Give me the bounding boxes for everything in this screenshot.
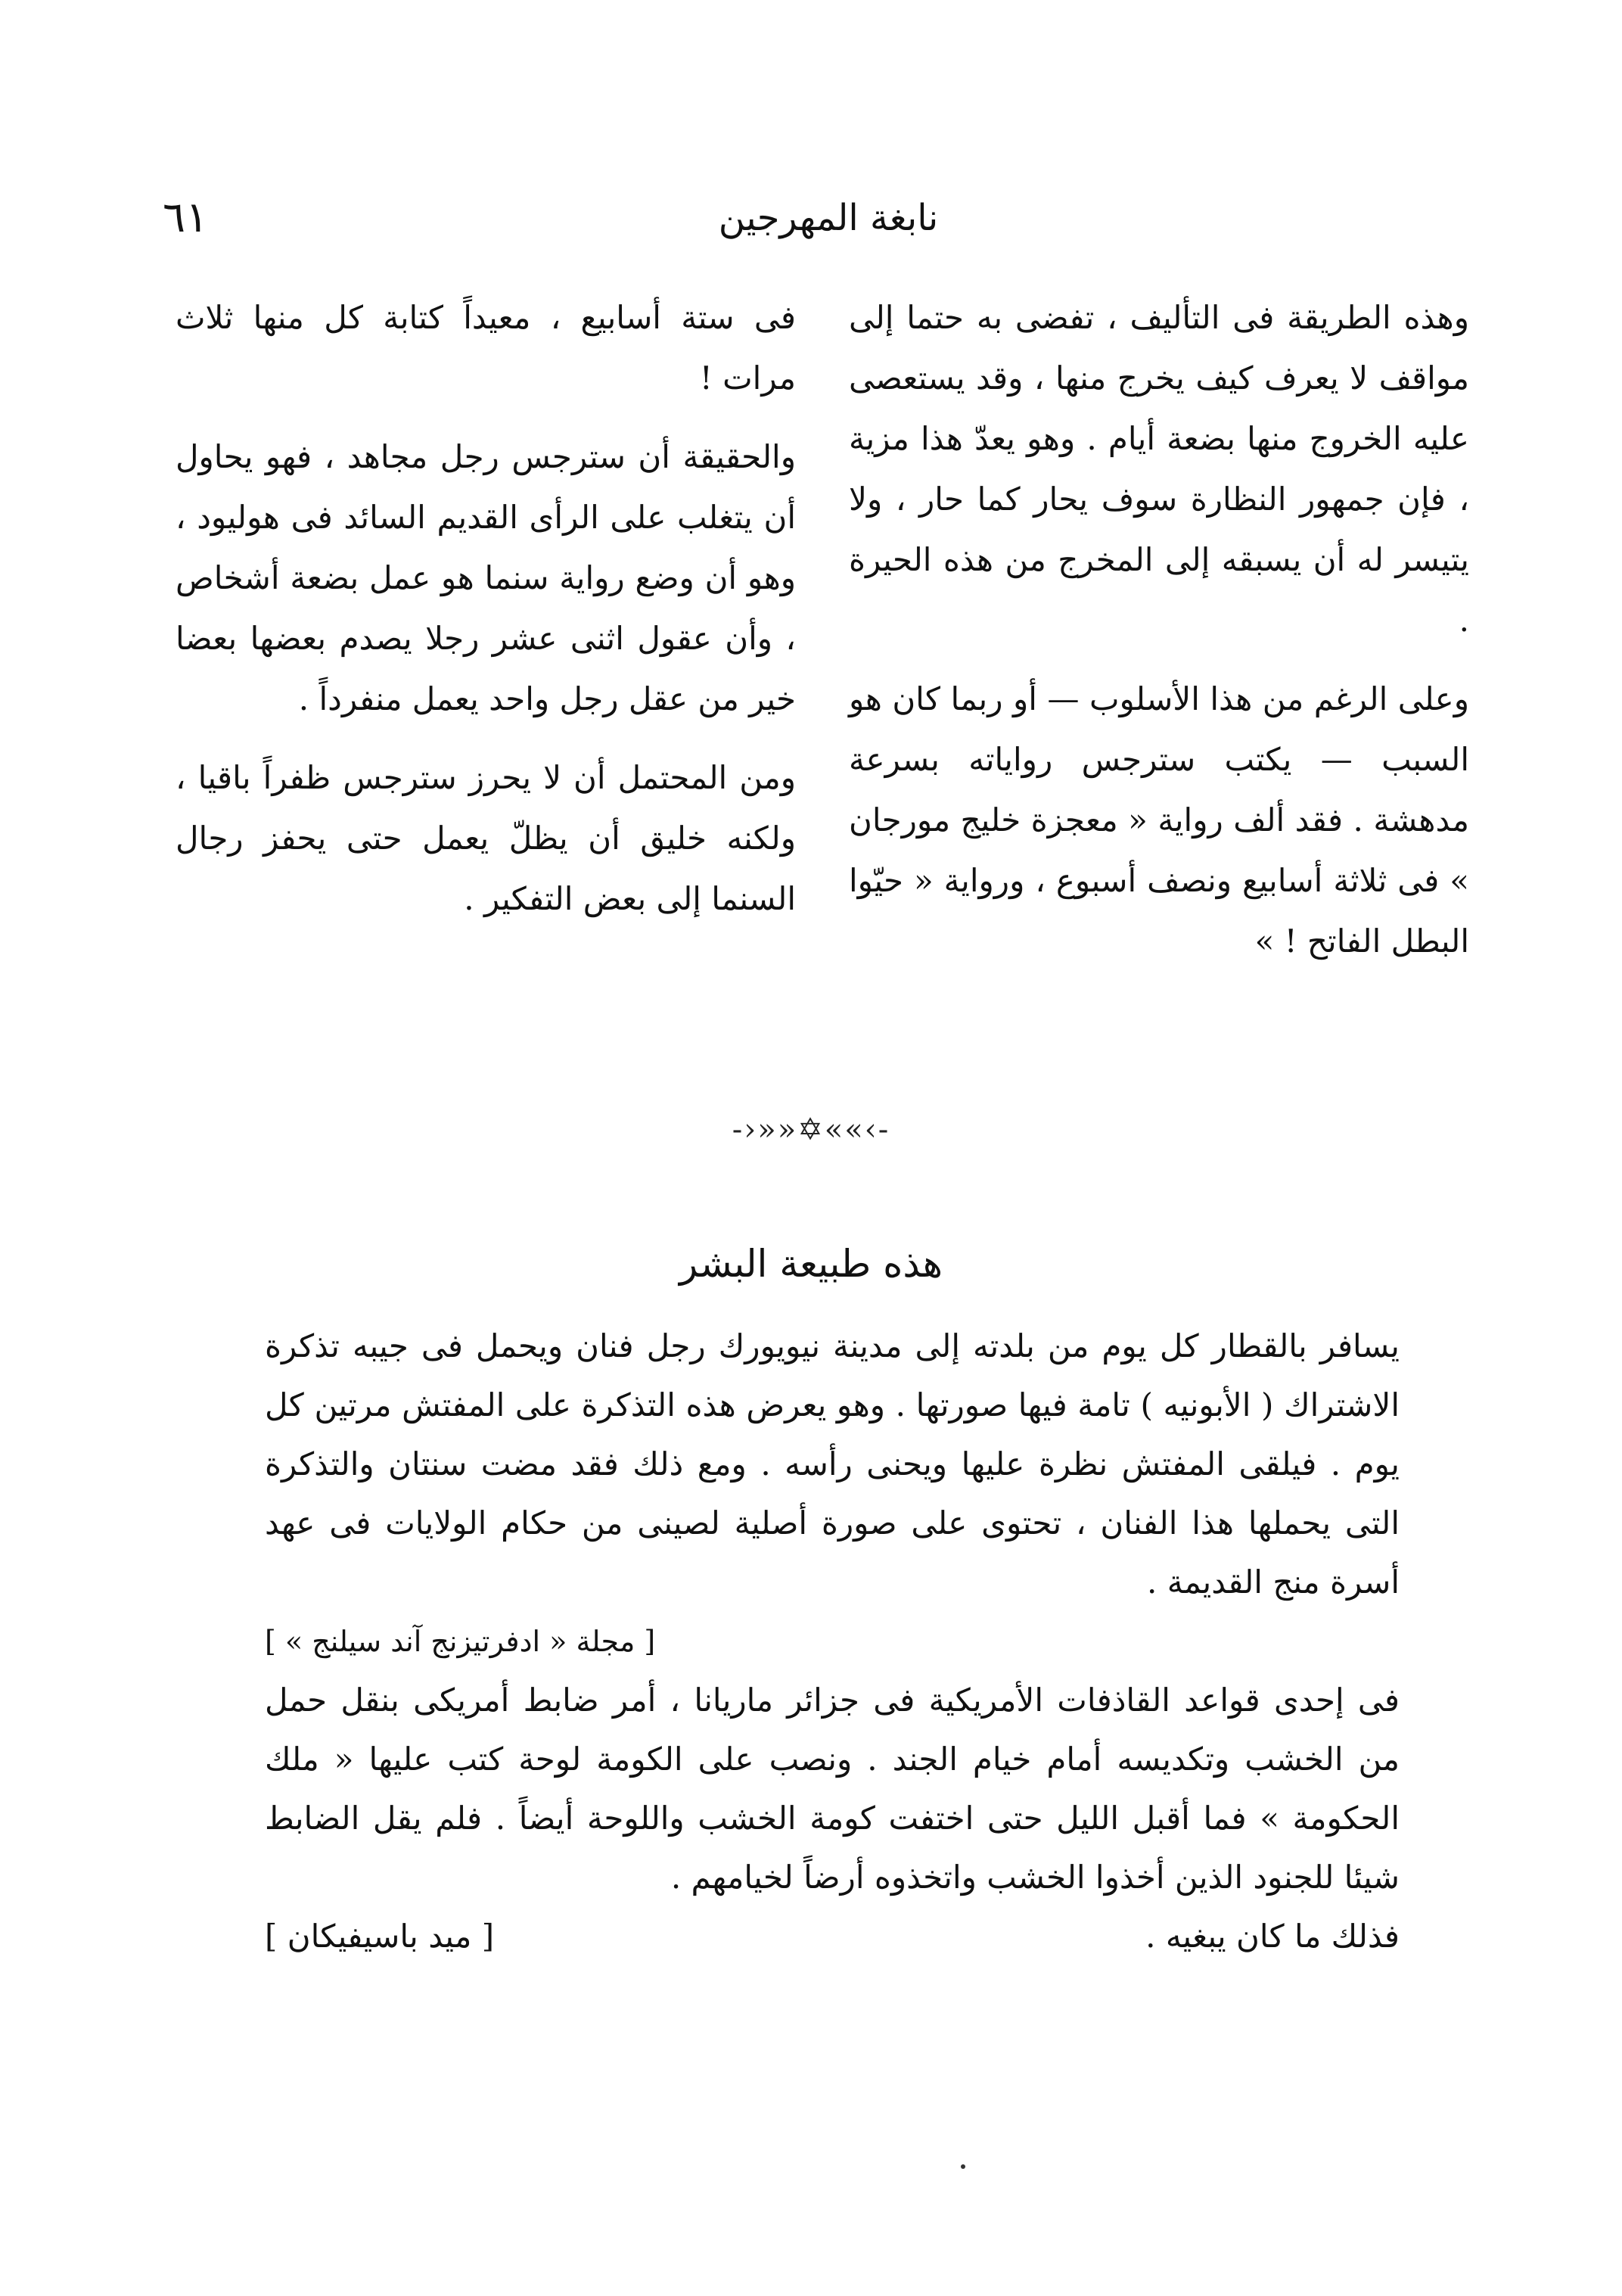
paragraph: ومن المحتمل أن لا يحرز سترجس ظفراً باقيا ، ولكنه خليق أن يظلّ يعمل حتى يحفز رجال السنما إلى بعض التفكير .	[176, 759, 796, 917]
right-column	[849, 288, 1469, 990]
source-citation: [ ميد باسيفيكان ]	[265, 1918, 495, 1955]
page-header	[163, 188, 1494, 256]
left-column	[176, 288, 796, 947]
anecdote-paragraph: يسافر بالقطار كل يوم من بلدته إلى مدينة نيويورك رجل فنان ويحمل فى جيبه تذكرة الاشتراك ( الأبونيه ) تامة فيها صورتها . وهو يعرض هذه التذكرة على المفتش مرتين كل يوم . فيلقى المفتش نظرة عليها ويحنى رأسه . ومع ذلك فقد مضت سنتان والتذكرة التى يحملها هذا الفنان ، تحتوى على صورة أصلية لصينى من حكام الولايات فى عهد أسرة منج القديمة .	[265, 1327, 1400, 1601]
running-title: نابغة المهرجين	[718, 197, 939, 239]
page-number: ٦١	[163, 193, 209, 242]
scan-speck	[961, 2164, 965, 2169]
source-citation: [ مجلة « ادفرتيزنج آند سيلنج » ]	[265, 1625, 656, 1658]
anecdotes-section	[265, 1317, 1400, 1966]
two-column-body	[176, 288, 1469, 1067]
closing-sentence: فذلك ما كان يبغيه .	[1145, 1918, 1400, 1955]
paragraph: وهذه الطريقة فى التأليف ، تفضى به حتما إلى مواقف لا يعرف كيف يخرج منها ، وقد يستعصى عليه الخروج منها بضعة أيام . وهو يعدّ هذا مزية ، فإن جمهور النظارة سوف يحار كما حار ، ولا يتيسر له أن يسبقه إلى المخرج من هذه الحيرة .	[849, 299, 1469, 639]
paragraph: والحقيقة أن سترجس رجل مجاهد ، فهو يحاول أن يتغلب على الرأى القديم السائد فى هوليود ، وهو أن وضع رواية سنما هو عمل بضعة أشخاص ، وأن عقول اثنى عشر رجلا يصدم بعضها بعضا خير من عقل رجل واحد يعمل منفرداً .	[176, 438, 796, 717]
paragraph: فى ستة أسابيع ، معيداً كتابة كل منها ثلاث مرات !	[176, 299, 796, 397]
section-divider-ornament: -›»»✡««‹-	[732, 1112, 890, 1147]
anecdote-paragraph: فى إحدى قواعد القاذفات الأمريكية فى جزائر ماريانا ، أمر ضابط أمريكى بنقل حمل من الخشب وتكديسه أمام خيام الجند . ونصب على الكومة لوحة كتب عليها « ملك الحكومة » فما أقبل الليل حتى اختفت كومة الخشب واللوحة أيضاً . فلم يقل الضابط شيئا للجنود الذين أخذوا الخشب واتخذوه أرضاً لخيامهم .	[265, 1682, 1400, 1896]
section-title: هذه طبيعة البشر	[679, 1242, 943, 1286]
closing-line	[265, 1907, 1400, 1966]
paragraph: وعلى الرغم من هذا الأسلوب — أو ربما كان هو السبب — يكتب سترجس رواياته بسرعة مدهشة . فقد ألف رواية « معجزة خليج مورجان » فى ثلاثة أسابيع ونصف أسبوع ، ورواية « حيّوا البطل الفاتح ! »	[849, 680, 1469, 960]
